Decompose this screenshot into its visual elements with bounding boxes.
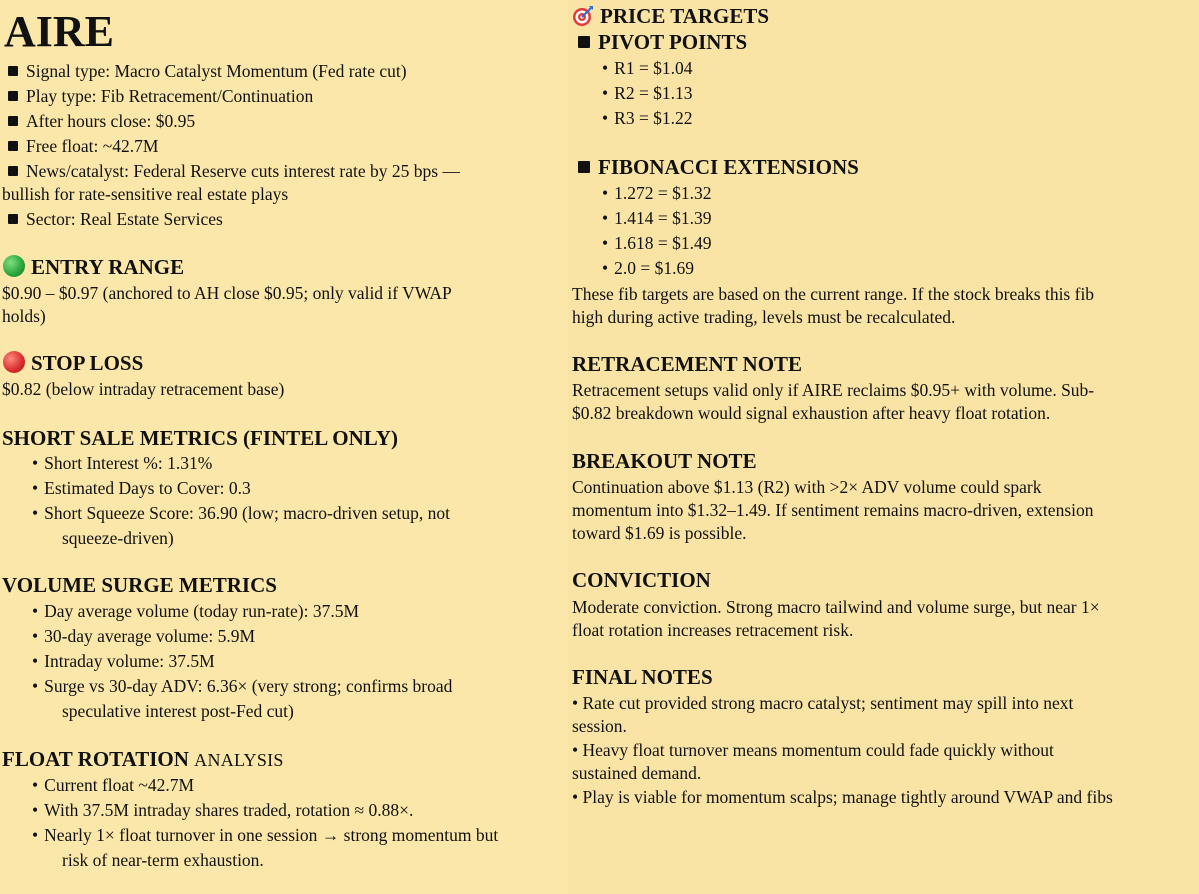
volume-item: • Intraday volume: 37.5M bbox=[32, 651, 215, 671]
square-bullet-icon bbox=[8, 141, 18, 151]
final-text: sustained demand. bbox=[572, 763, 702, 783]
retracement-text: $0.82 breakdown would signal exhaustion after heavy float rotation. bbox=[572, 403, 1051, 423]
summary-item: News/catalyst: Federal Reserve cuts interest rate by 25 bps — bbox=[8, 160, 460, 183]
square-bullet-icon bbox=[8, 116, 18, 126]
summary-item: Signal type: Macro Catalyst Momentum (Fed rate cut) bbox=[8, 60, 407, 83]
retracement-text: Retracement setups valid only if AIRE reclaims $0.95+ with volume. Sub- bbox=[572, 380, 1095, 400]
short-item: • Estimated Days to Cover: 0.3 bbox=[32, 478, 251, 498]
pivot-heading: PIVOT POINTS bbox=[578, 30, 747, 54]
float-heading: FLOAT ROTATION ANALYSIS bbox=[2, 747, 284, 771]
targets-heading: PRICE TARGETS bbox=[572, 4, 769, 28]
volume-heading: VOLUME SURGE METRICS bbox=[2, 573, 277, 597]
ticker-title: AIRE bbox=[4, 7, 115, 56]
fib-note: These fib targets are based on the current range. If the stock breaks this fib bbox=[572, 284, 1095, 304]
fib-note: high during active trading, levels must be recalculated. bbox=[572, 307, 956, 327]
left-column bbox=[0, 0, 568, 894]
volume-item-cont: speculative interest post-Fed cut) bbox=[62, 701, 294, 721]
pivot-item: • R1 = $1.04 bbox=[602, 58, 693, 78]
conviction-text: float rotation increases retracement risk. bbox=[572, 620, 854, 640]
square-bullet-icon bbox=[8, 166, 18, 176]
final-heading: FINAL NOTES bbox=[572, 665, 713, 689]
square-bullet-icon bbox=[578, 161, 590, 173]
stop-heading: STOP LOSS bbox=[3, 351, 143, 375]
volume-item: • Surge vs 30-day ADV: 6.36× (very strong; confirms broad bbox=[32, 676, 453, 696]
green-circle-icon bbox=[3, 255, 25, 277]
breakout-text: Continuation above $1.13 (R2) with >2× ADV volume could spark bbox=[572, 477, 1042, 497]
fib-item: • 1.272 = $1.32 bbox=[602, 183, 712, 203]
summary-item: Play type: Fib Retracement/Continuation bbox=[8, 85, 313, 108]
volume-item: • 30-day average volume: 5.9M bbox=[32, 626, 256, 646]
dart-target-icon bbox=[572, 5, 594, 27]
conviction-text: Moderate conviction. Strong macro tailwind and volume surge, but near 1× bbox=[572, 597, 1100, 617]
pivot-item: • R3 = $1.22 bbox=[602, 108, 693, 128]
pivot-item: • R2 = $1.13 bbox=[602, 83, 693, 103]
entry-text: $0.90 – $0.97 (anchored to AH close $0.95; only valid if VWAP bbox=[2, 283, 452, 303]
short-item-cont: squeeze-driven) bbox=[62, 528, 174, 548]
float-item-cont: risk of near-term exhaustion. bbox=[62, 850, 264, 870]
square-bullet-icon bbox=[8, 214, 18, 224]
final-text: session. bbox=[572, 716, 627, 736]
summary-item: After hours close: $0.95 bbox=[8, 110, 195, 133]
float-item: • With 37.5M intraday shares traded, rotation ≈ 0.88×. bbox=[32, 800, 414, 820]
fib-item: • 2.0 = $1.69 bbox=[602, 258, 695, 278]
square-bullet-icon bbox=[8, 91, 18, 101]
retracement-heading: RETRACEMENT NOTE bbox=[572, 352, 803, 376]
square-bullet-icon bbox=[8, 66, 18, 76]
entry-heading: ENTRY RANGE bbox=[3, 255, 184, 279]
short-heading: SHORT SALE METRICS (FINTEL ONLY) bbox=[2, 426, 399, 450]
red-circle-icon bbox=[3, 351, 25, 373]
short-item: • Short Interest %: 1.31% bbox=[32, 453, 213, 473]
final-text: • Play is viable for momentum scalps; manage tightly around VWAP and fibs bbox=[572, 787, 1113, 807]
fib-heading: FIBONACCI EXTENSIONS bbox=[578, 155, 859, 179]
stop-text: $0.82 (below intraday retracement base) bbox=[2, 379, 285, 399]
volume-item: • Day average volume (today run-rate): 37.5M bbox=[32, 601, 360, 621]
summary-item-cont: bullish for rate-sensitive real estate plays bbox=[2, 184, 289, 204]
fib-item: • 1.414 = $1.39 bbox=[602, 208, 712, 228]
summary-item: Free float: ~42.7M bbox=[8, 135, 158, 158]
breakout-text: momentum into $1.32–1.49. If sentiment remains macro-driven, extension bbox=[572, 500, 1094, 520]
conviction-heading: CONVICTION bbox=[572, 568, 711, 592]
fib-item: • 1.618 = $1.49 bbox=[602, 233, 712, 253]
summary-item: Sector: Real Estate Services bbox=[8, 208, 223, 231]
breakout-text: toward $1.69 is possible. bbox=[572, 523, 747, 543]
final-text: • Rate cut provided strong macro catalyst; sentiment may spill into next bbox=[572, 693, 1074, 713]
float-item: • Nearly 1× float turnover in one session → strong momentum but bbox=[32, 825, 499, 845]
entry-text: holds) bbox=[2, 306, 46, 326]
final-text: • Heavy float turnover means momentum could fade quickly without bbox=[572, 740, 1054, 760]
short-item: • Short Squeeze Score: 36.90 (low; macro-driven setup, not bbox=[32, 503, 450, 523]
float-item: • Current float ~42.7M bbox=[32, 775, 195, 795]
right-column bbox=[568, 0, 1199, 894]
square-bullet-icon bbox=[578, 36, 590, 48]
breakout-heading: BREAKOUT NOTE bbox=[572, 449, 757, 473]
